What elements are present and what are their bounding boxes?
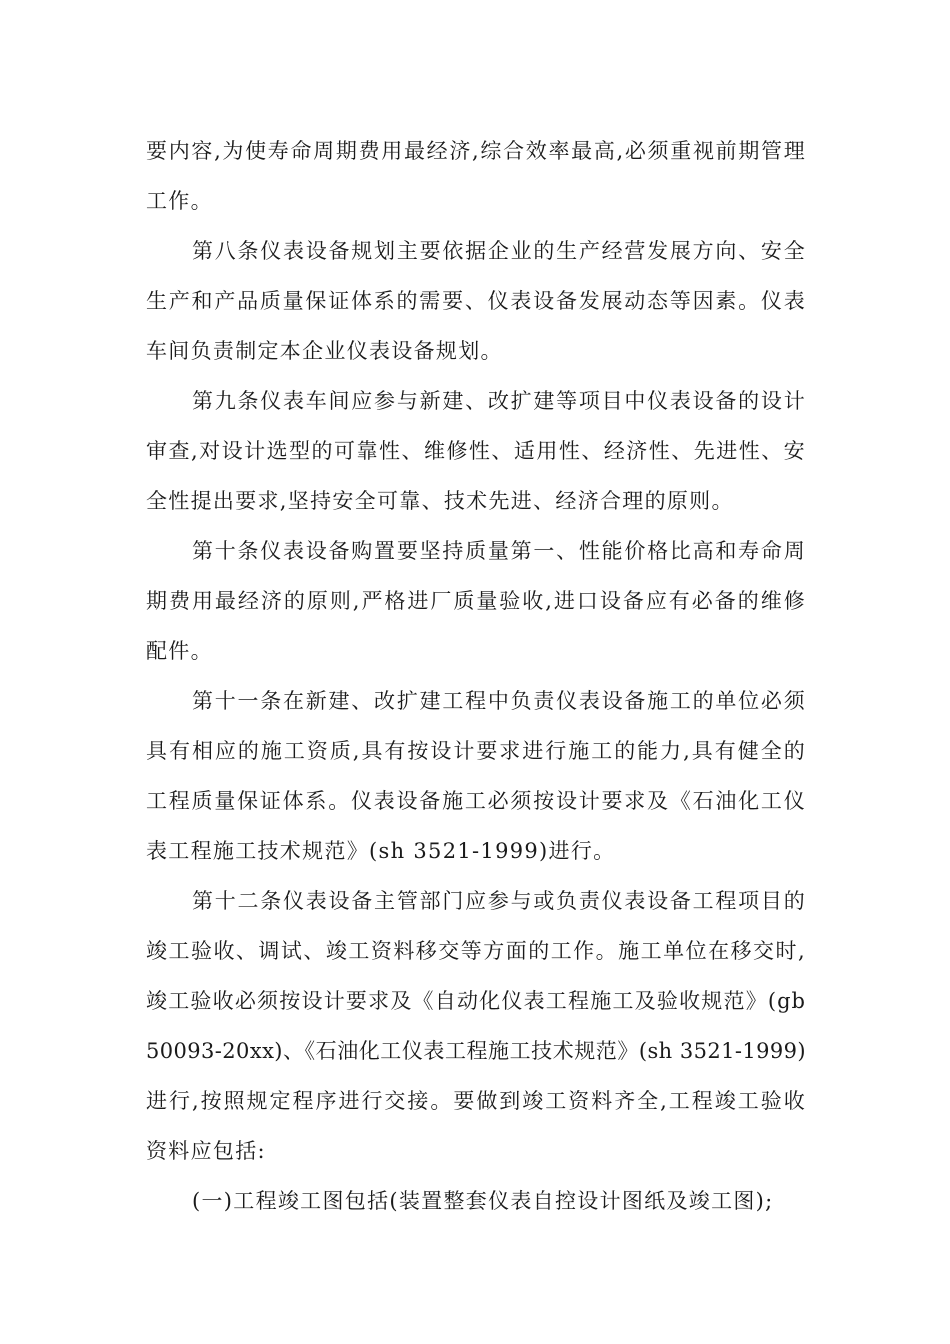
text-line: 生产和产品质量保证体系的需要、仪表设备发展动态等因素。仪表 xyxy=(146,289,806,313)
text-line: 进行,按照规定程序进行交接。要做到竣工资料齐全,工程竣工验收 xyxy=(146,1089,806,1113)
text-line: 审查,对设计选型的可靠性、维修性、适用性、经济性、先进性、安 xyxy=(146,439,806,463)
text-line: 竣工验收必须按设计要求及《自动化仪表工程施工及验收规范》(gb xyxy=(146,989,806,1013)
list-item: (一)工程竣工图包括(装置整套仪表自控设计图纸及竣工图); xyxy=(192,1189,774,1213)
text-line: 工作。 xyxy=(146,189,213,213)
text-line: 要内容,为使寿命周期费用最经济,综合效率最高,必须重视前期管理 xyxy=(146,139,806,163)
paragraph-first-line: 第十条仪表设备购置要坚持质量第一、性能价格比高和寿命周 xyxy=(192,539,806,563)
text-line: 50093-20xx)、《石油化工仪表工程施工技术规范》(sh 3521-1999) xyxy=(146,1039,806,1063)
paragraph-first-line: 第九条仪表车间应参与新建、改扩建等项目中仪表设备的设计 xyxy=(192,389,806,413)
paragraph-first-line: 第十二条仪表设备主管部门应参与或负责仪表设备工程项目的 xyxy=(192,889,806,913)
text-line: 表工程施工技术规范》(sh 3521-1999)进行。 xyxy=(146,839,616,863)
text-line: 工程质量保证体系。仪表设备施工必须按设计要求及《石油化工仪 xyxy=(146,789,806,813)
text-line: 具有相应的施工资质,具有按设计要求进行施工的能力,具有健全的 xyxy=(146,739,806,763)
text-line: 资料应包括: xyxy=(146,1139,266,1163)
text-line: 期费用最经济的原则,严格进厂质量验收,进口设备应有必备的维修 xyxy=(146,589,806,613)
text-line: 车间负责制定本企业仪表设备规划。 xyxy=(146,339,503,363)
paragraph-first-line: 第十一条在新建、改扩建工程中负责仪表设备施工的单位必须 xyxy=(192,689,806,713)
text-line: 全性提出要求,坚持安全可靠、技术先进、经济合理的原则。 xyxy=(146,489,734,513)
text-line: 配件。 xyxy=(146,639,213,663)
paragraph-first-line: 第八条仪表设备规划主要依据企业的生产经营发展方向、安全 xyxy=(192,239,806,263)
text-line: 竣工验收、调试、竣工资料移交等方面的工作。施工单位在移交时, xyxy=(146,939,806,963)
